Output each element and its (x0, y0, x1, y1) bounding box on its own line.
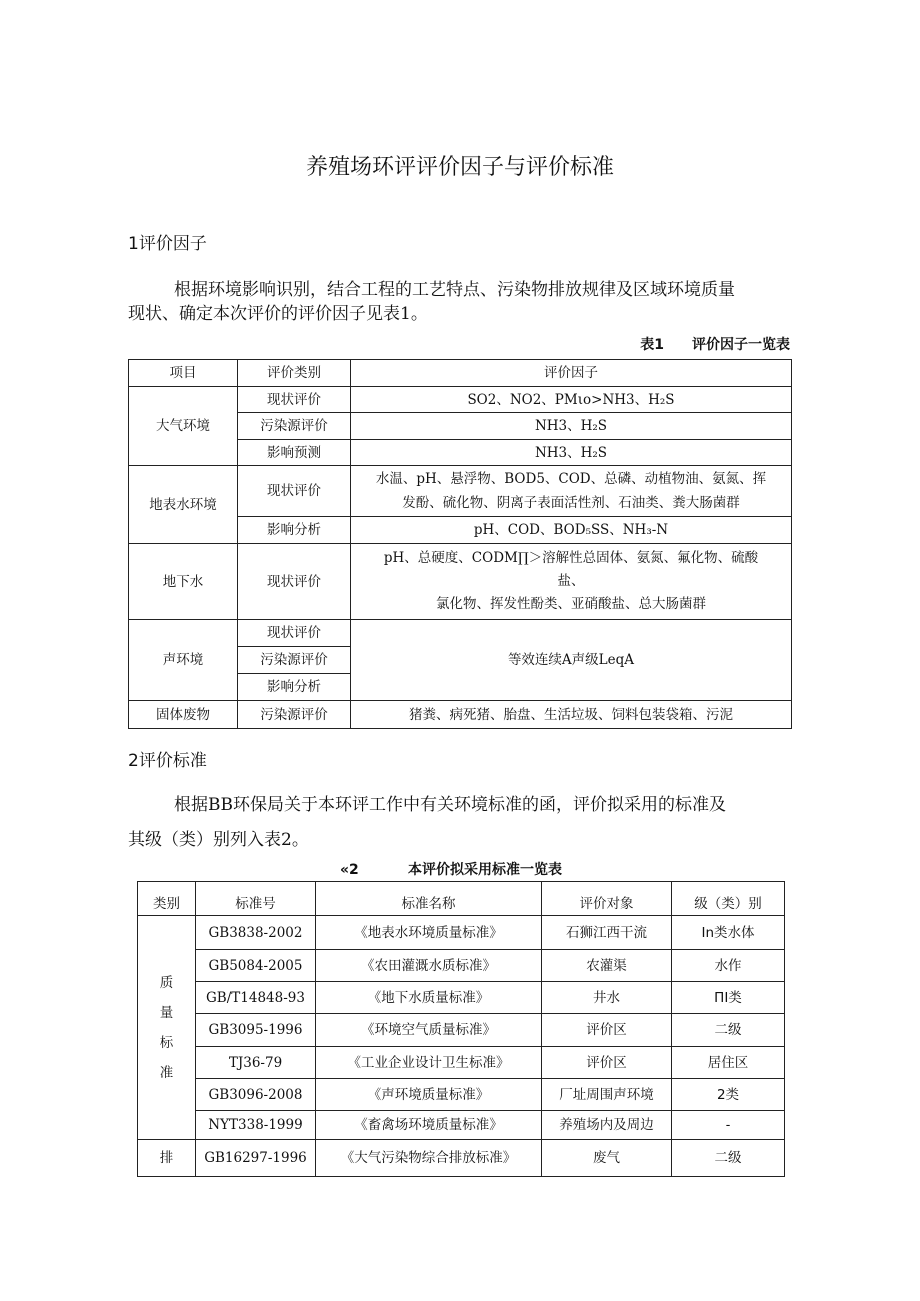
standard-code: GB3096-2008 (196, 1079, 316, 1111)
factor-cell: 等效连续A声级LeqA (351, 620, 792, 701)
category-cell: 影响分析 (238, 517, 351, 544)
category-char: 准 (159, 1064, 174, 1081)
section2-paragraph-line2: 其级（类）别列入表2。 (128, 830, 309, 850)
evaluation-target: 养殖场内及周边 (542, 1111, 672, 1140)
table-header: 项目 (129, 360, 238, 387)
page-title: 养殖场环评评价因子与评价标准 (305, 155, 614, 180)
factor-line: pH、总硬度、CODM∏＞溶解性总固体、氨氮、氟化物、硫酸 (383, 550, 759, 566)
standard-grade: 水作 (672, 950, 785, 982)
item-sound: 声环境 (129, 620, 238, 701)
table-header: 标准名称 (316, 882, 542, 916)
item-air: 大气环境 (129, 387, 238, 466)
item-groundwater: 地下水 (129, 544, 238, 620)
standard-name: 《畜禽场环境质量标准》 (316, 1111, 542, 1140)
standard-grade: 居住区 (672, 1047, 785, 1079)
table2-caption: 本评价拟采用标准一览表 (408, 862, 562, 878)
factor-cell: SO2、NO2、PMιo>NH3、H₂S (351, 387, 792, 413)
table2-caption-number: «2 (340, 862, 359, 878)
standard-name: 《环境空气质量标准》 (316, 1014, 542, 1047)
section2-paragraph-line1: 根据BB环保局关于本环评工作中有关环境标准的函，评价拟采用的标准及 (174, 795, 726, 815)
standard-grade: In类水体 (672, 916, 785, 950)
category-cell: 现状评价 (238, 620, 351, 647)
category-char: 量 (159, 1004, 174, 1021)
factor-cell: pH、COD、BOD₅SS、NH₃-N (351, 517, 792, 544)
factor-cell: NH3、H₂S (351, 413, 792, 440)
category-cell: 影响分析 (238, 674, 351, 701)
evaluation-target: 石狮江西干流 (542, 916, 672, 950)
evaluation-target: 评价区 (542, 1014, 672, 1047)
factor-line: 盐、 (557, 573, 585, 589)
category-cell: 现状评价 (238, 544, 351, 620)
factor-cell: NH3、H₂S (351, 440, 792, 466)
evaluation-target: 农灌渠 (542, 950, 672, 982)
standard-code: GB16297-1996 (196, 1140, 316, 1177)
table-header: 类别 (138, 882, 196, 916)
standard-name: 《地下水质量标准》 (316, 982, 542, 1014)
standard-grade: 二级 (672, 1014, 785, 1047)
factor-cell (351, 544, 792, 620)
item-solid-waste: 固体废物 (129, 701, 238, 729)
table-header: 标准号 (196, 882, 316, 916)
evaluation-target: 厂址周围声环境 (542, 1079, 672, 1111)
category-cell: 现状评价 (238, 387, 351, 413)
table-header: 评价类别 (238, 360, 351, 387)
table1-caption: 表1 评价因子一览表 (640, 337, 790, 353)
factor-cell: 猪粪、病死猪、胎盘、生活垃圾、饲料包装袋箱、污泥 (351, 701, 792, 729)
standard-name: 《声环境质量标准》 (316, 1079, 542, 1111)
standard-grade: 2类 (672, 1079, 785, 1111)
section1-heading: 1评价因子 (128, 234, 207, 254)
item-surface-water: 地表水环境 (129, 466, 238, 544)
evaluation-target: 井水 (542, 982, 672, 1014)
standard-code: GB3095-1996 (196, 1014, 316, 1047)
section2-heading: 2评价标准 (128, 751, 207, 771)
standard-code: NYT338-1999 (196, 1111, 316, 1140)
factor-line: 氯化物、挥发性酚类、亚硝酸盐、总大肠菌群 (436, 596, 706, 612)
category-char: 标 (159, 1034, 174, 1051)
table-header: 评价因子 (351, 360, 792, 387)
standard-code: TJ36-79 (196, 1047, 316, 1079)
category-cell: 影响预测 (238, 440, 351, 466)
standard-name: 《农田灌溉水质标准》 (316, 950, 542, 982)
category-char: 质 (159, 974, 174, 991)
evaluation-factor-table (128, 359, 792, 729)
category-cell: 现状评价 (238, 466, 351, 517)
standards-table (137, 881, 785, 1177)
standard-code: GB3838-2002 (196, 916, 316, 950)
standard-grade: ΠI类 (672, 982, 785, 1014)
category-cell: 污染源评价 (238, 701, 351, 729)
standard-name: 《地表水环境质量标准》 (316, 916, 542, 950)
category-cell: 污染源评价 (238, 413, 351, 440)
category-cell: 污染源评价 (238, 647, 351, 674)
standard-grade: - (672, 1111, 785, 1140)
standard-name: 《工业企业设计卫生标准》 (316, 1047, 542, 1079)
standard-name: 《大气污染物综合排放标准》 (316, 1140, 542, 1177)
standard-code: GB5084-2005 (196, 950, 316, 982)
table-header: 评价对象 (542, 882, 672, 916)
standard-grade: 二级 (672, 1140, 785, 1177)
table-header: 级（类）别 (672, 882, 785, 916)
standard-code: GB/T14848-93 (196, 982, 316, 1014)
section1-paragraph-line2: 现状、确定本次评价的评价因子见表1。 (128, 304, 428, 324)
category-emission-standards: 排 (138, 1140, 196, 1177)
category-quality-standards (138, 916, 196, 1140)
evaluation-target: 废气 (542, 1140, 672, 1177)
evaluation-target: 评价区 (542, 1047, 672, 1079)
factor-cell (351, 466, 792, 517)
factor-line: 发酚、硫化物、阴离子表面活性剂、石油类、粪大肠菌群 (402, 495, 740, 511)
factor-line: 水温、pH、悬浮物、BOD5、COD、总磷、动植物油、氨氮、挥 (375, 471, 767, 487)
section1-paragraph-line1: 根据环境影响识别，结合工程的工艺特点、污染物排放规律及区域环境质量 (174, 280, 735, 300)
